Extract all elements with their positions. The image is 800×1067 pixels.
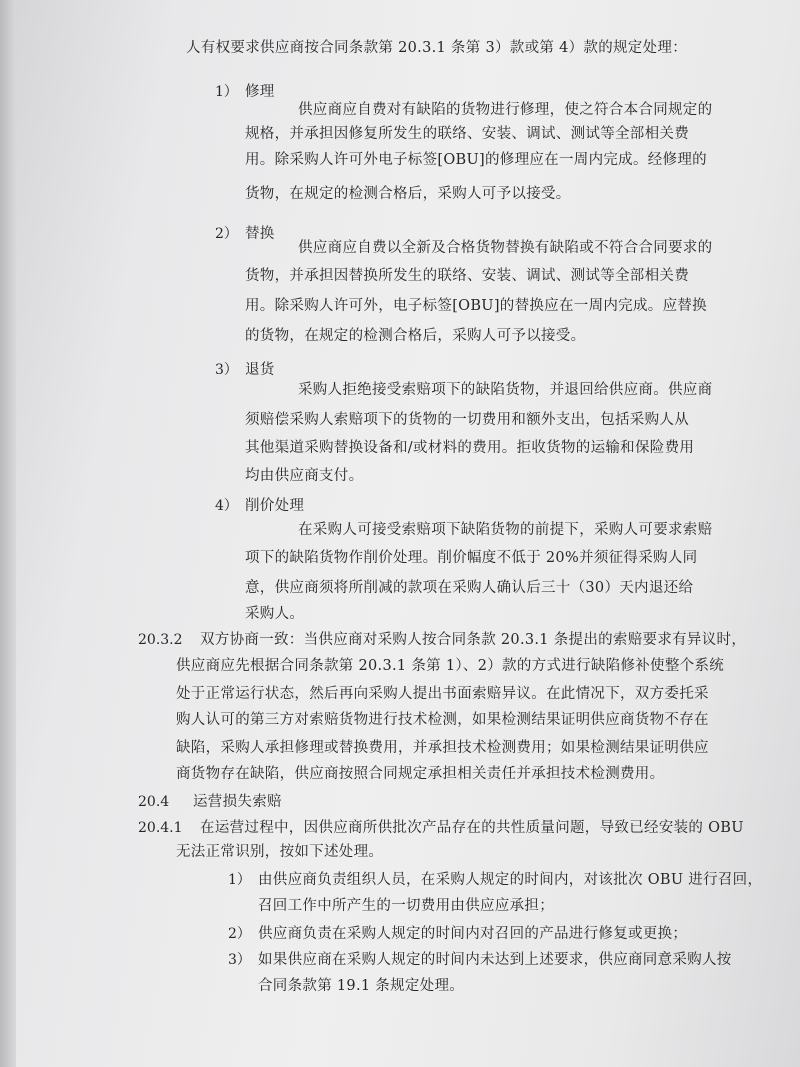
text-line: 召回工作中所产生的一切费用由供应应承担； (258, 898, 554, 914)
item-number: 2） (228, 926, 251, 942)
text-line: 在运营过程中，因供应商所供批次产品存在的共性质量问题，导致已经安装的 OBU (200, 820, 744, 836)
text-line: 意，供应商须将所削减的款项在采购人确认后三十（30）天内退还给 (245, 580, 694, 596)
text-line: 供应商应自费以全新及合格货物替换有缺陷或不符合合同要求的 (298, 240, 713, 256)
text-line: 其他渠道采购替换设备和/或材料的费用。拒收货物的运输和保险费用 (245, 440, 695, 456)
text-line: 货物，在规定的检测合格后，采购人可予以接受。 (245, 186, 571, 202)
item-number: 1） (228, 872, 251, 888)
item-heading: 削价处理 (245, 498, 305, 514)
text-line: 人有权要求供应商按合同条款第 20.3.1 条第 3）款或第 4）款的规定处理： (186, 40, 688, 56)
item-number: 3） (215, 362, 238, 378)
item-heading: 退货 (245, 362, 275, 378)
section-number: 20.4 (138, 794, 170, 810)
text-line: 供应商应自费对有缺陷的货物进行修理，使之符合本合同规定的 (298, 102, 713, 118)
item-heading: 替换 (245, 226, 275, 242)
section-number: 20.4.1 (138, 820, 183, 836)
item-number: 4） (215, 498, 238, 514)
text-line: 合同条款第 19.1 条规定处理。 (258, 978, 465, 994)
text-line: 在采购人可接受索赔项下缺陷货物的前提下，采购人可要求索赔 (298, 522, 713, 538)
text-line: 用。除采购人许可外，电子标签[OBU]的替换应在一周内完成。应替换 (245, 298, 707, 314)
text-line: 货物，并承担因替换所发生的联络、安装、调试、测试等全部相关费 (245, 268, 689, 284)
item-number: 2） (215, 226, 238, 242)
text-line: 项下的缺陷货物作削价处理。削价幅度不低于 20%并须征得采购人同 (245, 550, 698, 566)
text-line: 供应商应先根据合同条款第 20.3.1 条第 1）、2）款的方式进行缺陷修补使整个系统 (176, 658, 725, 674)
text-line: 如果供应商在采购人规定的时间内未达到上述要求，供应商同意采购人按 (258, 952, 732, 968)
text-line: 商货物存在缺陷，供应商按照合同规定承担相关责任并承担技术检测费用。 (176, 766, 665, 782)
text-line: 均由供应商支付。 (245, 468, 364, 484)
item-heading: 修理 (245, 84, 275, 100)
text-line: 处于正常运行状态，然后再向采购人提出书面索赔异议。在此情况下，双方委托采 (176, 686, 709, 702)
item-number: 3） (228, 952, 251, 968)
item-number: 1） (215, 84, 238, 100)
text-line: 用。除采购人许可外电子标签[OBU]的修理应在一周内完成。经修理的 (245, 152, 707, 168)
text-line: 规格，并承担因修复所发生的联络、安装、调试、测试等全部相关费 (245, 126, 689, 142)
text-line: 的货物，在规定的检测合格后，采购人可予以接受。 (245, 328, 586, 344)
text-line: 采购人。 (245, 606, 305, 622)
text-line: 缺陷，采购人承担修理或替换费用，并承担技术检测费用；如果检测结果证明供应 (176, 740, 709, 756)
text-line: 须赔偿采购人索赔项下的货物的一切费用和额外支出，包括采购人从 (245, 412, 689, 428)
section-number: 20.3.2 (138, 632, 183, 648)
text-line: 由供应商负责组织人员，在采购人规定的时间内，对该批次 OBU 进行召回， (258, 872, 763, 888)
page-edge-shadow (0, 0, 16, 1067)
text-line: 采购人拒绝接受索赔项下的缺陷货物，并退回给供应商。供应商 (298, 382, 713, 398)
text-line: 购人认可的第三方对索赔货物进行技术检测，如果检测结果证明供应商货物不存在 (176, 712, 709, 728)
text-line: 供应商负责在采购人规定的时间内对召回的产品进行修复或更换； (258, 926, 688, 942)
text-line: 无法正常识别，按如下述处理。 (176, 844, 384, 860)
section-heading: 运营损失索赔 (193, 794, 282, 810)
text-line: 双方协商一致：当供应商对采购人按合同条款 20.3.1 条提出的索赔要求有异议时， (200, 632, 747, 648)
